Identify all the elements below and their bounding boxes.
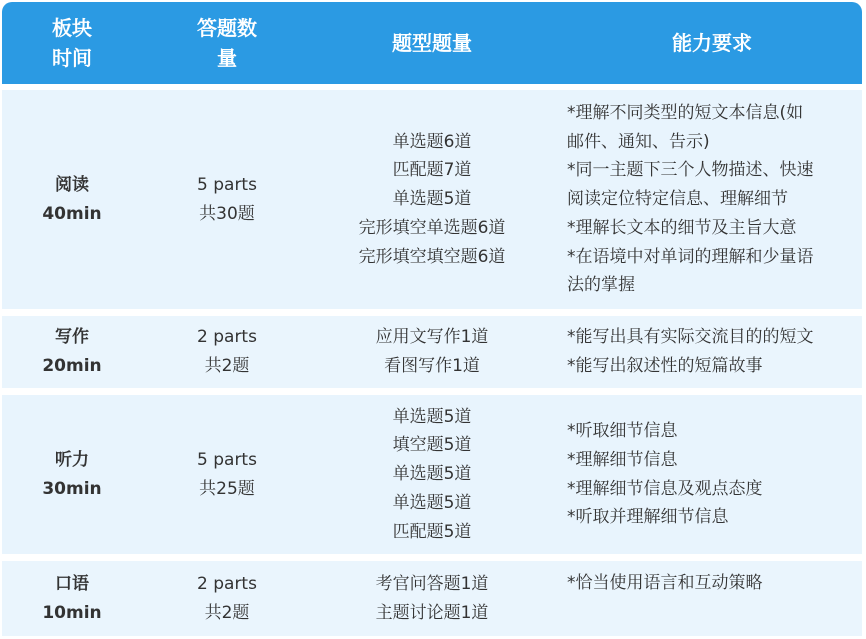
ability-line: *理解细节信息 xyxy=(567,449,678,470)
header-section-label: 板块 xyxy=(52,16,92,40)
header-count-label-1: 答题数 xyxy=(197,16,257,40)
section-time: 40min xyxy=(42,203,102,224)
table-row-speaking xyxy=(2,561,862,636)
question-type: 主题讨论题1道 xyxy=(375,602,489,623)
count-cell xyxy=(142,395,312,554)
ability-line: *理解不同类型的短文本信息(如 xyxy=(567,102,804,123)
abilities-cell xyxy=(567,561,857,636)
question-type: 单选题5道 xyxy=(392,464,472,485)
section-cell xyxy=(2,395,142,554)
abilities-cell xyxy=(567,90,857,309)
question-type: 看图写作1道 xyxy=(384,356,480,376)
question-type: 考官问答题1道 xyxy=(375,573,489,594)
section-name: 阅读 xyxy=(55,174,89,195)
section-name: 口语 xyxy=(55,573,89,594)
ability-line: 邮件、通知、告示) xyxy=(567,131,710,152)
section-cell xyxy=(2,90,142,309)
abilities-cell xyxy=(567,316,857,388)
question-count: 共2题 xyxy=(204,602,250,623)
header-question-count xyxy=(142,2,312,84)
abilities-cell xyxy=(567,395,857,554)
table-row-listening xyxy=(2,395,862,554)
question-type: 填空题5道 xyxy=(392,435,472,456)
section-cell xyxy=(2,316,142,388)
count-cell xyxy=(142,90,312,309)
table-header xyxy=(2,2,862,84)
ability-line: *能写出具有实际交流目的的短文 xyxy=(567,327,814,348)
question-type: 单选题6道 xyxy=(392,131,472,152)
parts-count: 2 parts xyxy=(197,573,257,594)
section-name: 写作 xyxy=(55,327,89,348)
ability-line: *在语境中对单词的理解和少量语 xyxy=(567,246,814,267)
types-cell xyxy=(312,395,552,554)
ability-line: 法的掌握 xyxy=(567,275,635,296)
ability-line: 阅读定位特定信息、理解细节 xyxy=(567,189,788,210)
header-question-types xyxy=(312,2,552,84)
ability-line: *听取并理解细节信息 xyxy=(567,507,729,528)
question-type: 单选题5道 xyxy=(392,406,472,427)
count-cell xyxy=(142,316,312,388)
question-type: 完形填空填空题6道 xyxy=(358,246,506,267)
question-type: 单选题5道 xyxy=(392,492,472,513)
ability-line: *理解长文本的细节及主旨大意 xyxy=(567,217,797,238)
types-cell xyxy=(312,316,552,388)
parts-count: 5 parts xyxy=(197,174,257,195)
ability-line: *恰当使用语言和互动策略 xyxy=(567,573,763,593)
types-cell xyxy=(312,90,552,309)
parts-count: 5 parts xyxy=(197,449,257,470)
ability-line: *理解细节信息及观点态度 xyxy=(567,478,763,499)
ability-line: *听取细节信息 xyxy=(567,420,678,441)
question-count: 共25题 xyxy=(199,478,255,499)
header-abilities xyxy=(567,2,857,84)
section-name: 听力 xyxy=(55,449,89,470)
parts-count: 2 parts xyxy=(197,327,257,348)
section-cell xyxy=(2,561,142,636)
question-type: 完形填空单选题6道 xyxy=(358,217,506,238)
header-section-time xyxy=(2,2,142,84)
ability-line: *能写出叙述性的短篇故事 xyxy=(567,356,763,376)
section-time: 30min xyxy=(42,478,102,499)
question-type: 应用文写作1道 xyxy=(375,327,489,348)
count-cell xyxy=(142,561,312,636)
header-count-label-2: 量 xyxy=(217,46,237,70)
table-row-writing xyxy=(2,316,862,388)
section-time: 10min xyxy=(42,602,102,623)
question-count: 共30题 xyxy=(199,203,255,224)
question-type: 单选题5道 xyxy=(392,189,472,210)
question-type: 匹配题7道 xyxy=(392,160,472,181)
ability-line: *同一主题下三个人物描述、快速 xyxy=(567,160,814,181)
section-time: 20min xyxy=(42,356,102,376)
question-count: 共2题 xyxy=(204,356,250,376)
header-types-label: 题型题量 xyxy=(392,31,472,55)
question-type: 匹配题5道 xyxy=(392,521,472,542)
types-cell xyxy=(312,561,552,636)
header-time-label: 时间 xyxy=(52,46,92,70)
header-abilities-label: 能力要求 xyxy=(672,31,752,55)
table-row-reading xyxy=(2,90,862,309)
